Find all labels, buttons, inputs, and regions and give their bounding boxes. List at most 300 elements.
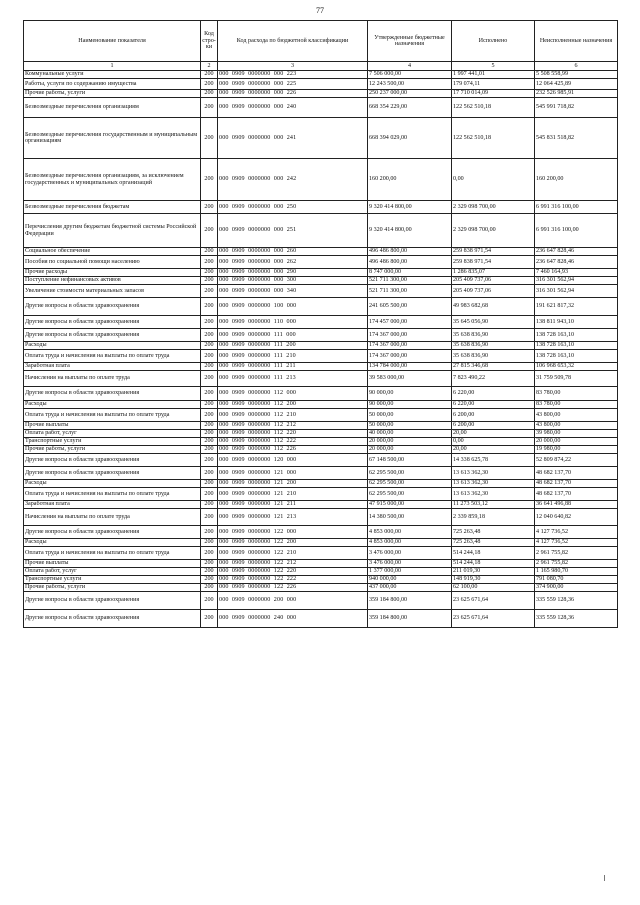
row-executed-cell: 13 613 362,30: [452, 488, 535, 501]
table-row: [24, 446, 618, 454]
table-row: [24, 387, 618, 401]
row-executed-cell: 514 244,18: [452, 547, 535, 560]
row-line-code-cell: 200: [201, 214, 218, 248]
header-executed: Исполнено: [452, 21, 535, 62]
row-approved-cell: 20 000,00: [368, 446, 452, 454]
row-expense-code-cell: 000 0909 0000000 120 000: [218, 454, 368, 467]
table-row: [24, 454, 618, 467]
row-executed-cell: 20,00: [452, 446, 535, 454]
row-unexecuted-cell: 791 080,70: [535, 576, 618, 584]
row-executed-cell: 6 220,00: [452, 387, 535, 401]
row-unexecuted-cell: 6 991 316 100,00: [535, 201, 618, 214]
table-row: [24, 71, 618, 79]
row-executed-cell: 62 100,00: [452, 584, 535, 592]
row-executed-cell: 514 244,18: [452, 560, 535, 568]
row-expense-code-cell: 000 0909 0000000 122 226: [218, 584, 368, 592]
table-row: [24, 277, 618, 285]
table-row: [24, 401, 618, 409]
row-approved-cell: 1 377 000,00: [368, 568, 452, 576]
row-unexecuted-cell: 31 759 509,78: [535, 371, 618, 387]
row-name-cell: Оплата труда и начисления на выплаты по оплате труда: [24, 409, 201, 422]
row-name-cell: Транспортные услуги: [24, 438, 201, 446]
row-expense-code-cell: 000 0909 0000000 121 200: [218, 480, 368, 488]
row-expense-code-cell: 000 0909 0000000 000 251: [218, 214, 368, 248]
row-executed-cell: 35 638 836,90: [452, 329, 535, 342]
row-unexecuted-cell: 1 165 980,70: [535, 568, 618, 576]
table-row: [24, 467, 618, 480]
margin-mark: [604, 875, 605, 881]
row-executed-cell: 49 983 682,68: [452, 298, 535, 316]
row-line-code-cell: 200: [201, 488, 218, 501]
row-name-cell: Увеличение стоимости материальных запасов: [24, 285, 201, 298]
row-executed-cell: 17 710 014,09: [452, 90, 535, 98]
row-name-cell: Оплата труда и начисления на выплаты по оплате труда: [24, 488, 201, 501]
row-executed-cell: 35 638 836,90: [452, 350, 535, 363]
row-approved-cell: 250 237 000,00: [368, 90, 452, 98]
row-name-cell: Другие вопросы в области здравоохранения: [24, 454, 201, 467]
row-name-cell: Другие вопросы в области здравоохранения: [24, 592, 201, 610]
row-name-cell: Социальное обеспечение: [24, 248, 201, 256]
row-approved-cell: 437 000,00: [368, 584, 452, 592]
row-name-cell: Безвозмездные перечисления государственным и муниципальным организациям: [24, 118, 201, 159]
column-number-row: [24, 62, 618, 71]
row-unexecuted-cell: 316 301 562,94: [535, 277, 618, 285]
table-row: [24, 560, 618, 568]
row-line-code-cell: 200: [201, 316, 218, 329]
table-row: [24, 285, 618, 298]
header-row: [24, 21, 618, 62]
row-line-code-cell: 200: [201, 446, 218, 454]
row-line-code-cell: 200: [201, 509, 218, 526]
row-unexecuted-cell: 6 991 316 100,00: [535, 214, 618, 248]
row-name-cell: Другие вопросы в области здравоохранения: [24, 387, 201, 401]
table-row: [24, 584, 618, 592]
row-unexecuted-cell: 7 460 164,93: [535, 269, 618, 277]
table-row: [24, 298, 618, 316]
row-expense-code-cell: 000 0909 0000000 200 000: [218, 592, 368, 610]
row-executed-cell: 122 562 510,18: [452, 98, 535, 118]
table-row: [24, 329, 618, 342]
row-unexecuted-cell: 236 647 828,46: [535, 248, 618, 256]
row-name-cell: Безвозмездные перечисления бюджетам: [24, 201, 201, 214]
table-row: [24, 371, 618, 387]
row-unexecuted-cell: 191 621 817,32: [535, 298, 618, 316]
row-line-code-cell: 200: [201, 342, 218, 350]
row-line-code-cell: 200: [201, 592, 218, 610]
column-number: 1: [24, 62, 201, 71]
table-row: [24, 488, 618, 501]
row-executed-cell: 725 263,48: [452, 526, 535, 539]
row-expense-code-cell: 000 0909 0000000 111 211: [218, 363, 368, 371]
row-unexecuted-cell: 12 040 640,82: [535, 509, 618, 526]
row-approved-cell: 9 320 414 800,00: [368, 201, 452, 214]
row-executed-cell: 13 613 362,30: [452, 480, 535, 488]
row-name-cell: Другие вопросы в области здравоохранения: [24, 526, 201, 539]
row-approved-cell: 668 354 229,00: [368, 98, 452, 118]
row-line-code-cell: 200: [201, 422, 218, 430]
row-unexecuted-cell: 545 831 518,82: [535, 118, 618, 159]
row-approved-cell: 90 000,00: [368, 387, 452, 401]
row-unexecuted-cell: 43 800,00: [535, 409, 618, 422]
row-unexecuted-cell: 5 508 558,99: [535, 71, 618, 79]
row-expense-code-cell: 000 0909 0000000 112 210: [218, 409, 368, 422]
row-unexecuted-cell: 374 900,00: [535, 584, 618, 592]
row-executed-cell: 23 625 671,64: [452, 592, 535, 610]
row-executed-cell: 179 074,11: [452, 79, 535, 90]
row-unexecuted-cell: 545 991 718,82: [535, 98, 618, 118]
table-row: [24, 256, 618, 269]
row-approved-cell: 90 000,00: [368, 401, 452, 409]
row-name-cell: Прочие работы, услуги: [24, 90, 201, 98]
row-expense-code-cell: 000 0909 0000000 000 340: [218, 285, 368, 298]
row-line-code-cell: 200: [201, 71, 218, 79]
row-unexecuted-cell: 160 200,00: [535, 159, 618, 201]
table-row: [24, 526, 618, 539]
row-executed-cell: 725 263,48: [452, 539, 535, 547]
row-executed-cell: 148 919,30: [452, 576, 535, 584]
table-row: [24, 547, 618, 560]
column-number: 6: [535, 62, 618, 71]
table-row: [24, 509, 618, 526]
row-unexecuted-cell: 48 682 137,70: [535, 488, 618, 501]
row-executed-cell: 35 645 056,90: [452, 316, 535, 329]
row-expense-code-cell: 000 0909 0000000 121 213: [218, 509, 368, 526]
row-unexecuted-cell: 335 559 128,36: [535, 610, 618, 628]
row-line-code-cell: 200: [201, 401, 218, 409]
row-name-cell: Расходы: [24, 401, 201, 409]
row-line-code-cell: 200: [201, 610, 218, 628]
row-unexecuted-cell: 4 127 736,52: [535, 539, 618, 547]
row-name-cell: Начисления на выплаты по оплате труда: [24, 371, 201, 387]
row-expense-code-cell: 000 0909 0000000 000 300: [218, 277, 368, 285]
row-approved-cell: 3 476 000,00: [368, 560, 452, 568]
row-name-cell: Транспортные услуги: [24, 576, 201, 584]
row-expense-code-cell: 000 0909 0000000 112 222: [218, 438, 368, 446]
row-executed-cell: 0,00: [452, 438, 535, 446]
row-expense-code-cell: 000 0909 0000000 000 250: [218, 201, 368, 214]
row-approved-cell: 3 476 000,00: [368, 547, 452, 560]
row-name-cell: Заработная плата: [24, 363, 201, 371]
row-name-cell: Расходы: [24, 342, 201, 350]
column-number: 4: [368, 62, 452, 71]
row-expense-code-cell: 000 0909 0000000 122 212: [218, 560, 368, 568]
row-line-code-cell: 200: [201, 409, 218, 422]
column-number: 2: [201, 62, 218, 71]
row-expense-code-cell: 000 0909 0000000 000 242: [218, 159, 368, 201]
row-expense-code-cell: 000 0909 0000000 000 226: [218, 90, 368, 98]
row-line-code-cell: 200: [201, 79, 218, 90]
row-approved-cell: 39 583 000,00: [368, 371, 452, 387]
table-row: [24, 248, 618, 256]
row-line-code-cell: 200: [201, 430, 218, 438]
row-line-code-cell: 200: [201, 248, 218, 256]
table-row: [24, 79, 618, 90]
row-name-cell: Прочие работы, услуги: [24, 584, 201, 592]
row-executed-cell: 14 338 625,78: [452, 454, 535, 467]
row-name-cell: Прочие работы, услуги: [24, 446, 201, 454]
table-row: [24, 214, 618, 248]
row-approved-cell: 359 184 800,00: [368, 610, 452, 628]
row-expense-code-cell: 000 0909 0000000 000 290: [218, 269, 368, 277]
row-approved-cell: 4 853 000,00: [368, 539, 452, 547]
row-line-code-cell: 200: [201, 438, 218, 446]
row-unexecuted-cell: 52 809 874,22: [535, 454, 618, 467]
table-row: [24, 98, 618, 118]
row-name-cell: Прочие выплаты: [24, 422, 201, 430]
row-unexecuted-cell: 138 728 163,10: [535, 342, 618, 350]
row-approved-cell: 62 295 500,00: [368, 488, 452, 501]
header-approved: Утвержденные бюджетные назначения: [368, 21, 452, 62]
row-executed-cell: 211 019,30: [452, 568, 535, 576]
row-executed-cell: 205 409 737,06: [452, 285, 535, 298]
row-line-code-cell: 200: [201, 576, 218, 584]
row-approved-cell: 7 506 000,00: [368, 71, 452, 79]
row-expense-code-cell: 000 0909 0000000 000 262: [218, 256, 368, 269]
row-expense-code-cell: 000 0909 0000000 112 212: [218, 422, 368, 430]
row-approved-cell: 67 148 500,00: [368, 454, 452, 467]
row-expense-code-cell: 000 0909 0000000 240 000: [218, 610, 368, 628]
row-executed-cell: 13 613 362,30: [452, 467, 535, 480]
row-executed-cell: 2 329 098 700,00: [452, 201, 535, 214]
row-unexecuted-cell: 232 526 985,91: [535, 90, 618, 98]
page-number: 77: [316, 6, 324, 15]
table-row: [24, 342, 618, 350]
row-approved-cell: 62 295 500,00: [368, 467, 452, 480]
row-approved-cell: 12 243 500,00: [368, 79, 452, 90]
column-number: 5: [452, 62, 535, 71]
row-line-code-cell: 200: [201, 480, 218, 488]
row-approved-cell: 40 000,00: [368, 430, 452, 438]
row-approved-cell: 50 000,00: [368, 409, 452, 422]
row-executed-cell: 2 339 859,18: [452, 509, 535, 526]
row-name-cell: Прочие выплаты: [24, 560, 201, 568]
row-expense-code-cell: 000 0909 0000000 112 226: [218, 446, 368, 454]
row-line-code-cell: 200: [201, 560, 218, 568]
row-unexecuted-cell: 2 961 755,82: [535, 547, 618, 560]
row-line-code-cell: 200: [201, 363, 218, 371]
row-unexecuted-cell: 19 980,00: [535, 446, 618, 454]
row-line-code-cell: 200: [201, 584, 218, 592]
row-unexecuted-cell: 48 682 137,70: [535, 467, 618, 480]
row-expense-code-cell: 000 0909 0000000 000 260: [218, 248, 368, 256]
table-row: [24, 316, 618, 329]
row-executed-cell: 0,00: [452, 159, 535, 201]
row-executed-cell: 1 997 441,01: [452, 71, 535, 79]
row-name-cell: Другие вопросы в области здравоохранения: [24, 316, 201, 329]
row-unexecuted-cell: 83 780,00: [535, 387, 618, 401]
row-name-cell: Другие вопросы в области здравоохранения: [24, 329, 201, 342]
row-approved-cell: 521 711 300,00: [368, 277, 452, 285]
row-approved-cell: 940 000,00: [368, 576, 452, 584]
row-expense-code-cell: 000 0909 0000000 122 200: [218, 539, 368, 547]
row-name-cell: Оплата работ, услуг: [24, 430, 201, 438]
row-line-code-cell: 200: [201, 269, 218, 277]
row-expense-code-cell: 000 0909 0000000 121 211: [218, 501, 368, 509]
row-name-cell: Безвозмездные перечисления организациям: [24, 98, 201, 118]
row-expense-code-cell: 000 0909 0000000 112 000: [218, 387, 368, 401]
row-name-cell: Безвозмездные перечисления организациям, за исключением государственных и муниципальных организаций: [24, 159, 201, 201]
row-name-cell: Коммунальные услуги: [24, 71, 201, 79]
row-unexecuted-cell: 138 811 943,10: [535, 316, 618, 329]
table-row: [24, 201, 618, 214]
row-expense-code-cell: 000 0909 0000000 000 240: [218, 98, 368, 118]
row-expense-code-cell: 000 0909 0000000 121 210: [218, 488, 368, 501]
row-executed-cell: 6 200,00: [452, 422, 535, 430]
row-unexecuted-cell: 138 728 163,10: [535, 350, 618, 363]
row-expense-code-cell: 000 0909 0000000 112 200: [218, 401, 368, 409]
table-row: [24, 350, 618, 363]
row-line-code-cell: 200: [201, 98, 218, 118]
row-line-code-cell: 200: [201, 277, 218, 285]
row-approved-cell: 50 000,00: [368, 422, 452, 430]
row-approved-cell: 174 457 000,00: [368, 316, 452, 329]
row-line-code-cell: 200: [201, 547, 218, 560]
row-expense-code-cell: 000 0909 0000000 100 000: [218, 298, 368, 316]
row-approved-cell: 496 486 800,00: [368, 256, 452, 269]
row-executed-cell: 259 838 971,54: [452, 256, 535, 269]
row-approved-cell: 174 367 000,00: [368, 342, 452, 350]
row-expense-code-cell: 000 0909 0000000 111 000: [218, 329, 368, 342]
row-expense-code-cell: 000 0909 0000000 111 200: [218, 342, 368, 350]
column-number: 3: [218, 62, 368, 71]
row-approved-cell: 174 367 000,00: [368, 329, 452, 342]
row-approved-cell: 241 605 500,00: [368, 298, 452, 316]
row-name-cell: Другие вопросы в области здравоохранения: [24, 610, 201, 628]
row-executed-cell: 11 273 503,12: [452, 501, 535, 509]
header-name: Наименование показателя: [24, 21, 201, 62]
table-row: [24, 409, 618, 422]
row-approved-cell: 9 320 414 800,00: [368, 214, 452, 248]
row-executed-cell: 6 200,00: [452, 409, 535, 422]
row-name-cell: Перечисления другим бюджетам бюджетной системы Российской Федерации: [24, 214, 201, 248]
row-name-cell: Расходы: [24, 539, 201, 547]
row-name-cell: Заработная плата: [24, 501, 201, 509]
row-executed-cell: 20,00: [452, 430, 535, 438]
row-name-cell: Оплата труда и начисления на выплаты по оплате труда: [24, 350, 201, 363]
row-name-cell: Другие вопросы в области здравоохранения: [24, 298, 201, 316]
row-name-cell: Начисления на выплаты по оплате труда: [24, 509, 201, 526]
row-unexecuted-cell: 83 780,00: [535, 401, 618, 409]
row-line-code-cell: 200: [201, 118, 218, 159]
row-unexecuted-cell: 335 559 128,36: [535, 592, 618, 610]
header-unexecuted: Неисполненные назначения: [535, 21, 618, 62]
row-unexecuted-cell: 2 961 755,82: [535, 560, 618, 568]
row-name-cell: Оплата работ, услуг: [24, 568, 201, 576]
row-line-code-cell: 200: [201, 350, 218, 363]
row-executed-cell: 205 409 737,06: [452, 277, 535, 285]
row-executed-cell: 23 625 671,64: [452, 610, 535, 628]
row-executed-cell: 6 220,00: [452, 401, 535, 409]
row-unexecuted-cell: 138 728 163,10: [535, 329, 618, 342]
row-executed-cell: 259 838 971,54: [452, 248, 535, 256]
row-approved-cell: 521 711 300,00: [368, 285, 452, 298]
table-row: [24, 438, 618, 446]
row-unexecuted-cell: 20 000,00: [535, 438, 618, 446]
row-unexecuted-cell: 106 968 653,32: [535, 363, 618, 371]
row-expense-code-cell: 000 0909 0000000 110 000: [218, 316, 368, 329]
row-name-cell: Оплата труда и начисления на выплаты по оплате труда: [24, 547, 201, 560]
table-row: [24, 568, 618, 576]
row-name-cell: Прочие расходы: [24, 269, 201, 277]
row-expense-code-cell: 000 0909 0000000 122 220: [218, 568, 368, 576]
table-row: [24, 576, 618, 584]
table-row: [24, 610, 618, 628]
row-expense-code-cell: 000 0909 0000000 122 222: [218, 576, 368, 584]
row-name-cell: Другие вопросы в области здравоохранения: [24, 467, 201, 480]
row-approved-cell: 160 200,00: [368, 159, 452, 201]
row-unexecuted-cell: 48 682 137,70: [535, 480, 618, 488]
row-expense-code-cell: 000 0909 0000000 112 220: [218, 430, 368, 438]
row-name-cell: Пособия по социальной помощи населению: [24, 256, 201, 269]
row-expense-code-cell: 000 0909 0000000 122 000: [218, 526, 368, 539]
row-line-code-cell: 200: [201, 501, 218, 509]
row-expense-code-cell: 000 0909 0000000 000 223: [218, 71, 368, 79]
row-line-code-cell: 200: [201, 467, 218, 480]
table-row: [24, 159, 618, 201]
table-row: [24, 430, 618, 438]
row-unexecuted-cell: 316 301 562,94: [535, 285, 618, 298]
row-line-code-cell: 200: [201, 454, 218, 467]
table-row: [24, 118, 618, 159]
row-line-code-cell: 200: [201, 371, 218, 387]
table-row: [24, 422, 618, 430]
row-approved-cell: 62 295 500,00: [368, 480, 452, 488]
row-unexecuted-cell: 12 064 425,89: [535, 79, 618, 90]
row-line-code-cell: 200: [201, 256, 218, 269]
row-line-code-cell: 200: [201, 298, 218, 316]
row-line-code-cell: 200: [201, 568, 218, 576]
table-row: [24, 592, 618, 610]
table-row: [24, 90, 618, 98]
row-expense-code-cell: 000 0909 0000000 111 213: [218, 371, 368, 387]
row-unexecuted-cell: 236 647 828,46: [535, 256, 618, 269]
row-approved-cell: 668 394 029,00: [368, 118, 452, 159]
row-name-cell: Расходы: [24, 480, 201, 488]
row-unexecuted-cell: 39 980,00: [535, 430, 618, 438]
budget-execution-table: [23, 20, 618, 628]
row-executed-cell: 1 286 835,07: [452, 269, 535, 277]
table-row: [24, 480, 618, 488]
row-approved-cell: 14 380 500,00: [368, 509, 452, 526]
row-executed-cell: 122 562 510,18: [452, 118, 535, 159]
row-approved-cell: 8 747 000,00: [368, 269, 452, 277]
row-approved-cell: 496 486 800,00: [368, 248, 452, 256]
row-line-code-cell: 200: [201, 90, 218, 98]
row-approved-cell: 174 367 000,00: [368, 350, 452, 363]
row-unexecuted-cell: 4 127 736,52: [535, 526, 618, 539]
row-expense-code-cell: 000 0909 0000000 122 210: [218, 547, 368, 560]
row-line-code-cell: 200: [201, 539, 218, 547]
row-line-code-cell: 200: [201, 329, 218, 342]
row-executed-cell: 2 329 098 700,00: [452, 214, 535, 248]
header-line-code: Код стро-ки: [201, 21, 218, 62]
row-approved-cell: 4 853 000,00: [368, 526, 452, 539]
row-line-code-cell: 200: [201, 201, 218, 214]
row-executed-cell: 7 823 490,22: [452, 371, 535, 387]
row-approved-cell: 20 000,00: [368, 438, 452, 446]
row-line-code-cell: 200: [201, 285, 218, 298]
row-executed-cell: 27 815 346,68: [452, 363, 535, 371]
header-expense-code: Код расхода по бюджетной классификации: [218, 21, 368, 62]
row-executed-cell: 35 638 836,90: [452, 342, 535, 350]
row-name-cell: Поступление нефинансовых активов: [24, 277, 201, 285]
table-row: [24, 539, 618, 547]
row-name-cell: Работы, услуги по содержанию имущества: [24, 79, 201, 90]
table-row: [24, 269, 618, 277]
row-line-code-cell: 200: [201, 526, 218, 539]
row-expense-code-cell: 000 0909 0000000 000 225: [218, 79, 368, 90]
row-expense-code-cell: 000 0909 0000000 121 000: [218, 467, 368, 480]
